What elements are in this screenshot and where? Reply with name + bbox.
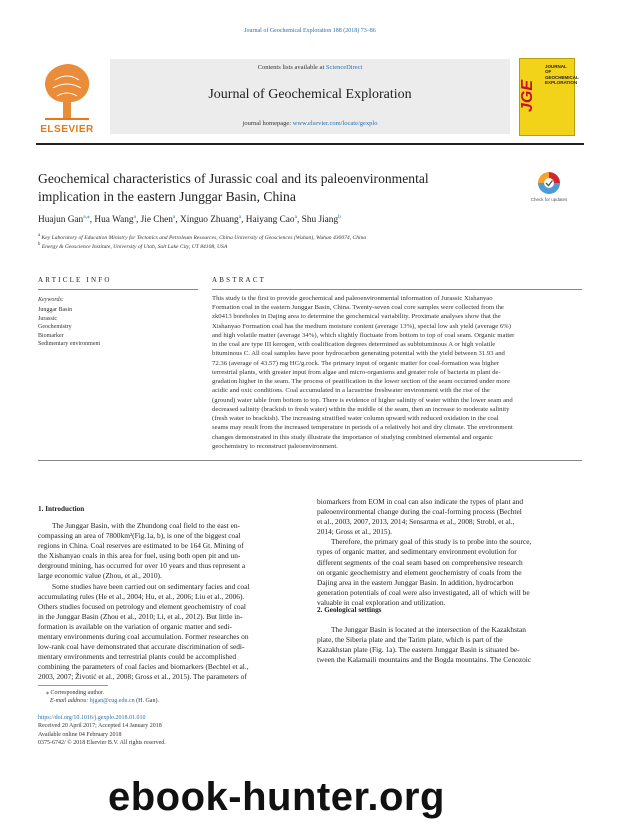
body-text-line: types of organic matter, and sedimentary environment evolution for [317, 547, 517, 557]
author-name: Haiyang Cao [245, 215, 295, 226]
body-text-line: Some studies have been carried out on sedimentary facies and coal [52, 581, 250, 591]
body-text-line: mentary environments and terrestrial plants could be accomplished [38, 652, 237, 662]
keyword: Junggar Basin [38, 307, 73, 313]
abstract-line: bituminous C. All coal samples have poor hydrocarbon generating potential with the yield between 31.93 and [212, 350, 505, 358]
email-link[interactable]: hjgan@cug.edu.cn [89, 698, 135, 705]
author-affil-mark[interactable]: a [133, 214, 136, 220]
body-text-line: accumulating rules (He et al., 2004; Hu, et al., 2006; Liu et al., 2006). [38, 591, 245, 601]
body-text-line: tween the Kalamaili mountains and the Bogda mountains. The Cenozoic [317, 655, 532, 665]
body-text-line: plate, the Siberia plate and the Tarim plate, which is part of the [317, 635, 503, 645]
abstract-rule [212, 289, 582, 290]
article-info-heading: ARTICLE INFO [38, 276, 112, 284]
cover-title-line: GEOCHEMICAL [545, 74, 579, 80]
author-affil-mark[interactable]: a [172, 214, 176, 220]
journal-citation[interactable]: Journal of Geochemical Exploration 188 (2018) 73–86 [244, 28, 376, 34]
abstract-line: changes demonstrated in this study illustrate the importance of studying combined elemental and organic [212, 433, 493, 441]
abstract-line: seams may result from the increased temperature in periods of a relatively hot and dry climate. The environment [212, 424, 513, 432]
author-name: Hua Wang [94, 215, 134, 226]
body-text-line: in the Junggar Basin (Zhou et al., 2010; Li, et al., 2012). But little in- [38, 611, 243, 621]
cover-title [545, 64, 579, 86]
author-separator: , [135, 215, 141, 226]
affiliation-mark: a [38, 233, 41, 238]
abstract-line: terrestrial plants, with greater input from algae and micro-organisms and greater role of bacteria in plant de- [212, 368, 501, 376]
keyword-list [38, 306, 100, 349]
journal-title: Journal of Geochemical Exploration [208, 87, 412, 102]
abstract-line: (ground) water table from bottom to top. There is evidence of higher salinity of water within the lower seam and [212, 396, 513, 404]
intro-right-column [317, 497, 582, 608]
body-text-line: derground mining, has occurred for over 10 years and thus represent a [38, 561, 246, 571]
intro-left-column [38, 521, 303, 683]
body-text-line: Dajing area in the eastern Junggar Basin. In addition, hydrocarbon [317, 577, 514, 587]
article-info-rule [38, 289, 198, 290]
keyword: Biomarker [38, 332, 64, 339]
author-name: Huajun Gan [38, 215, 84, 226]
author-affil-mark[interactable]: a [294, 214, 298, 220]
affiliation-text: Energy & Geoscience Institute, University of Utah, Salt Lake City, UT 84108, USA [41, 243, 228, 250]
cover-logo [519, 62, 542, 130]
body-text-line: regions in China. Coal reserves are estimated to be 164 Gt. Mining of [38, 541, 244, 551]
keywords-label: Keywords: [38, 297, 64, 303]
body-text-line: valuable in coal exploration and utilization. [317, 597, 446, 607]
cover-title-line: EXPLORATION [545, 80, 578, 86]
crossmark-label: Check for updates [530, 197, 568, 202]
author[interactable] [180, 215, 241, 225]
corresponding-author: ⁎ Corresponding author. [46, 690, 105, 696]
author-separator: , [175, 215, 181, 226]
online-line: Available online 04 February 2018 [38, 731, 122, 738]
affiliation-mark: b [38, 242, 41, 247]
abstract-line: acidic and oxic conditions. Coal accumulated in a lacustrine freshwater environment with the rise of the [212, 387, 490, 395]
abstract-line: This study is the first to provide geochemical and paleoenvironmental information of Jurassic Xishanyao [212, 295, 493, 302]
contents-prefix: Contents lists available at [257, 64, 326, 71]
article-title [38, 170, 488, 206]
body-text-line: Kazakhstan plate (Fig. 1a). The eastern Junggar Basin is situated be- [317, 645, 520, 655]
author-affil-mark[interactable]: b [338, 214, 341, 220]
abstract-line: 72.36 (average of 43.57) mg HC/g.rock. The primary input of organic matter for coal-formation was higher [212, 359, 500, 367]
body-text-line: generation potentials of coal were also investigated, all of which will be [317, 587, 530, 597]
homepage-prefix: journal homepage: [242, 120, 293, 127]
sciencedirect-link[interactable]: ScienceDirect [325, 64, 363, 71]
body-text-line: compassing an area of 7800km²(Fig.1a, b), is one of the biggest coal [38, 531, 241, 541]
publication-info [38, 714, 166, 747]
affiliation [38, 242, 578, 250]
body-text-line: low-rank coal have demonstrated that accurate discrimination of sedi- [38, 642, 245, 652]
corresponding-note [38, 689, 159, 706]
author-list [38, 214, 578, 225]
copyright-line: 0375-6742/ © 2018 Elsevier B.V. All rights reserved. [38, 739, 166, 746]
body-text-line: 2003, 2007; Životić et al., 2008; Gross et al., 2015). The parameters of [38, 672, 247, 682]
doi-link[interactable]: https://doi.org/10.1016/j.gexplo.2018.01.010 [38, 715, 146, 721]
body-text-line: et al., 2003, 2007, 2013, 2014; Sensarma et al., 2008; Strobl, et al., [317, 517, 515, 527]
body-text-line: combining the parameters of coal facies and biomarkers (Bechtel et al., [38, 662, 249, 672]
body-text-line: formation is available on the variation of organic matter and sedi- [38, 621, 233, 631]
author-name: Shu Jiang [301, 215, 339, 226]
received-line: Received 20 April 2017; Accepted 14 January 2018 [38, 723, 162, 730]
affiliation-text: Key Laboratory of Education Ministry for Tectonics and Petroleum Resources, China University of Geosciences (Wuhan), Wuhan 430074, China [41, 234, 367, 241]
keyword: Geochemistry [38, 324, 72, 331]
body-text-line: on organic geochemistry and element geochemistry of coals from the [317, 567, 522, 577]
body-text-line: paleoenvironmental change during the coal-forming process (Bechtel [317, 507, 522, 517]
body-text-line: mentary environments during coal accumulation. Former researches on [38, 632, 249, 642]
abstract-line: Formation coal in the eastern Junggar Basin, China. Twenty-seven coal core samples were collected from the [212, 304, 504, 312]
body-text-line: biomarkers from EOM in coal can also indicate the types of plant and [317, 497, 524, 506]
homepage-line [110, 120, 510, 127]
abstract-line: (fresh water to brackish). The increasing stratified water column upward with reduced oxidation in the coal [212, 415, 499, 423]
author[interactable] [38, 215, 90, 225]
intro-heading: 1. Introduction [38, 505, 85, 513]
publisher-name: ELSEVIER [40, 124, 94, 135]
author-name: Xinguo Zhuang [180, 215, 239, 226]
author[interactable] [141, 215, 176, 225]
author-affil-mark[interactable]: a,⁎ [83, 214, 90, 220]
geo-settings-column [317, 625, 582, 665]
cover-title-line: JOURNAL OF [545, 64, 567, 75]
body-text-line: different segments of the coal seam based on comprehensive research [317, 557, 523, 567]
author-separator: , [297, 215, 302, 226]
author[interactable] [246, 215, 297, 225]
abstract-bottom-rule [38, 460, 582, 461]
abstract-heading: ABSTRACT [212, 276, 267, 284]
author-separator: , [241, 215, 246, 226]
keyword: Sedimentary environment [38, 341, 101, 348]
cover-logo-text: JGE [519, 79, 536, 113]
body-text-line: The Junggar Basin, with the Zhundong coal field to the east en- [52, 521, 241, 530]
abstract-line: Xishanyao Formation coal has the medium moisture content (average 13%), special low ash yield (average 6%) [212, 322, 511, 330]
crossmark-badge[interactable] [527, 170, 571, 214]
email-label: E-mail address: [50, 698, 90, 705]
body-text-line: Others studies focused on petrology and element geochemistry of coal [38, 601, 246, 611]
author-name: Jie Chen [140, 215, 173, 226]
abstract-body [212, 294, 582, 451]
affiliation [38, 233, 578, 241]
abstract-line: and high volatile matter (average 34%), which slightly fluctuate from bottom to top of coal seam. Organic matter [212, 331, 515, 339]
author-affil-mark[interactable]: a [238, 214, 242, 220]
body-text-line: The Junggar Basin is located at the intersection of the Kazakhstan [331, 625, 526, 634]
abstract-line: in the coal are type III kerogen, with coalification degrees determined as subbituminous A or high volatile [212, 341, 496, 349]
email-line [38, 697, 159, 705]
body-text-line: Therefore, the primary goal of this study is to probe into the source, [331, 537, 532, 547]
abstract-line: zk0413 boreholes in Dajing area to determine the geochemical variability. Proximate analyses show that the [212, 313, 501, 321]
footnote-rule [38, 685, 108, 686]
body-text-line: large economic value (Zhou, et al., 2010). [38, 571, 162, 581]
masthead-rule [36, 143, 584, 145]
abstract-line: decreased salinity (brackish to fresh water) within the middle of the seam, then an increase to moderate salinity [212, 405, 510, 413]
contents-line [110, 64, 510, 71]
email-suffix: (H. Gan). [134, 698, 159, 705]
article-title-line: Geochemical characteristics of Jurassic coal and its paleoenvironmental [38, 171, 429, 186]
article-title-line: implication in the eastern Junggar Basin, China [38, 189, 296, 204]
abstract-line: geochemistry to reconstruct paleoenvironment. [212, 442, 338, 450]
keyword: Jurassic [38, 315, 57, 322]
author[interactable] [94, 215, 136, 225]
body-text-line: the Xishanyao coals in this area for fuel, using both open pit and un- [38, 551, 241, 561]
geo-settings-heading: 2. Geological settings [317, 606, 382, 614]
homepage-link[interactable]: www.elsevier.com/locate/gexplo [292, 120, 378, 127]
body-text-line: 2014; Gross et al., 2015). [317, 527, 392, 537]
author[interactable] [302, 215, 341, 225]
author-separator: , [89, 215, 95, 226]
abstract-line: gradation higher in the seam. The process of peatification in the lower section of the seam occurred under more [212, 378, 510, 386]
watermark-text: ebook-hunter.org [108, 775, 445, 819]
